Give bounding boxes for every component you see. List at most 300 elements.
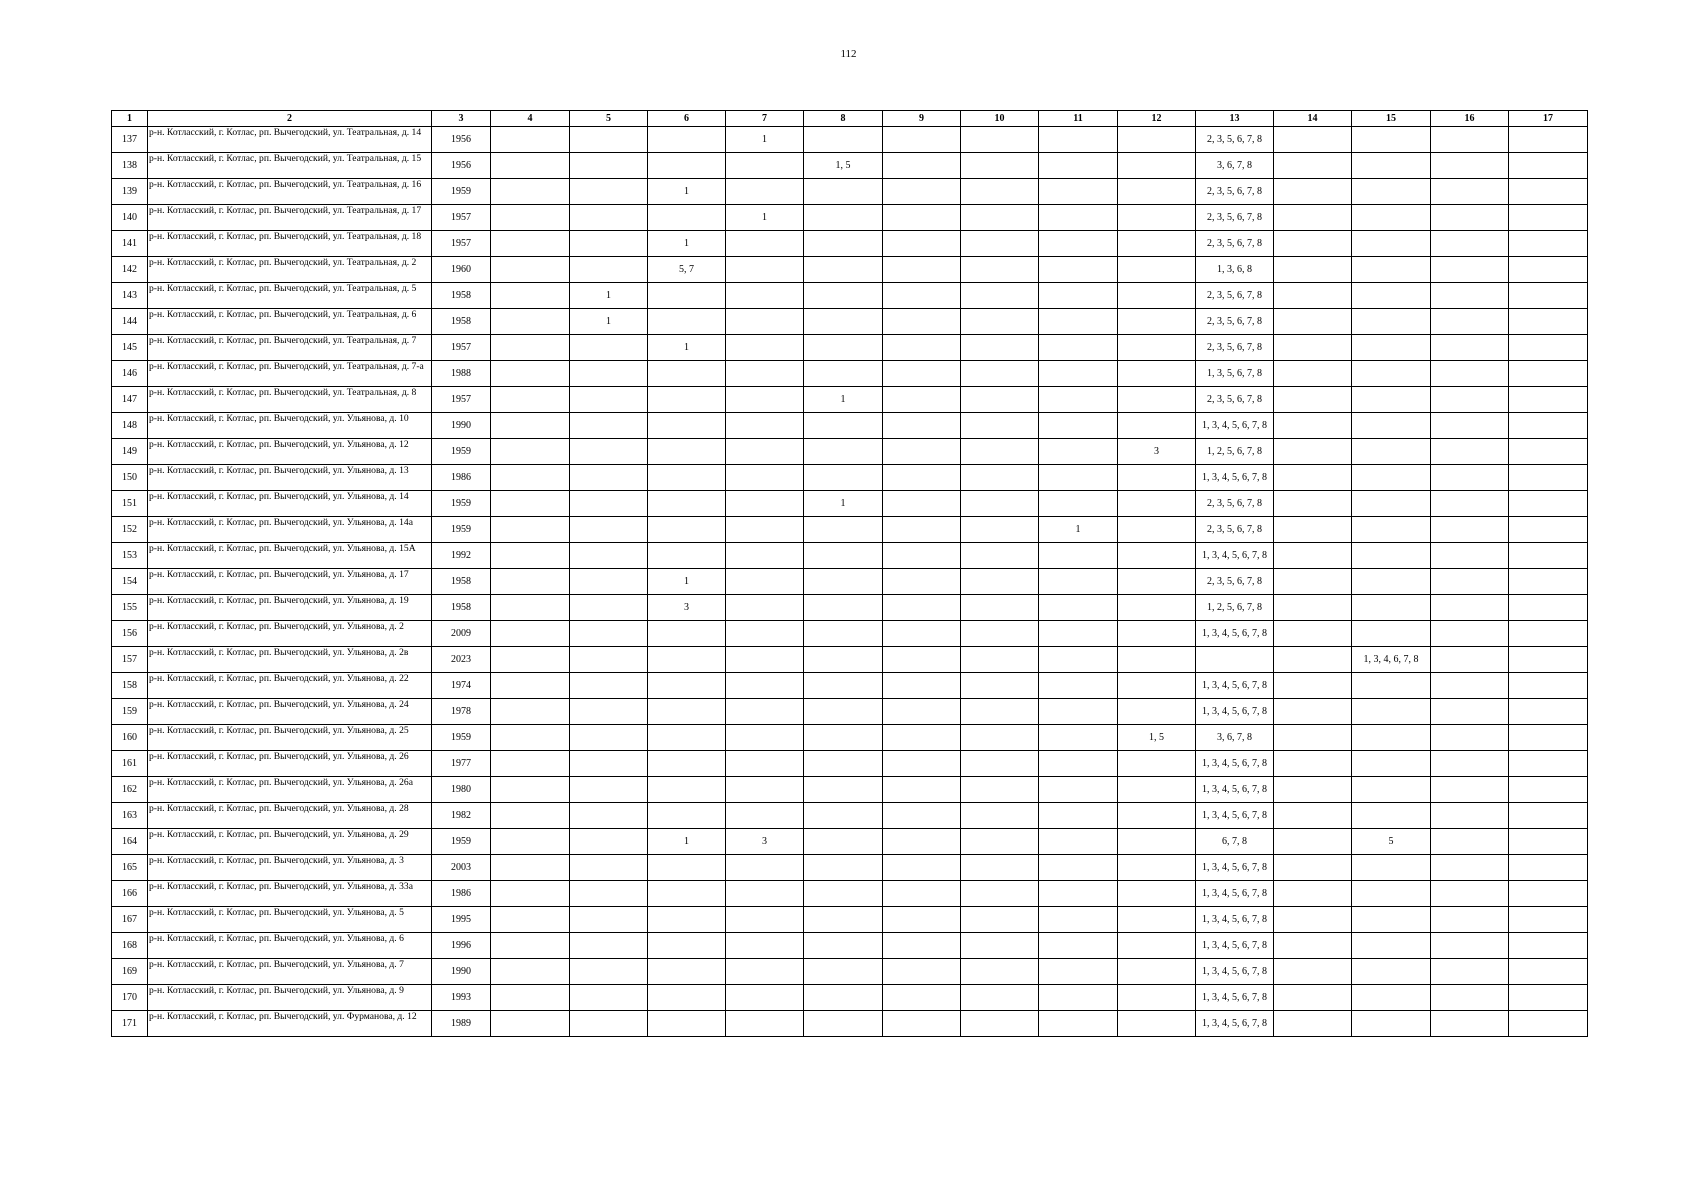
table-row — [112, 257, 1588, 283]
row-number-cell: 164 — [112, 829, 148, 855]
value-cell — [1352, 777, 1431, 803]
value-cell — [491, 1011, 570, 1037]
value-cell — [491, 491, 570, 517]
value-cell — [1431, 231, 1509, 257]
value-cell — [1431, 647, 1509, 673]
value-cell — [1039, 127, 1118, 153]
address-cell: р-н. Котласский, г. Котлас, рп. Вычегодский, ул. Ульянова, д. 7 — [148, 959, 432, 985]
value-cell — [1274, 413, 1352, 439]
value-cell: 2, 3, 5, 6, 7, 8 — [1196, 569, 1274, 595]
value-cell — [1509, 621, 1588, 647]
year-cell: 1995 — [432, 907, 491, 933]
column-header: 5 — [570, 111, 648, 127]
value-cell — [570, 881, 648, 907]
value-cell — [1352, 543, 1431, 569]
value-cell — [961, 387, 1039, 413]
value-cell — [1118, 595, 1196, 621]
value-cell — [570, 803, 648, 829]
value-cell: 1, 2, 5, 6, 7, 8 — [1196, 595, 1274, 621]
value-cell — [883, 153, 961, 179]
value-cell — [1352, 673, 1431, 699]
row-number-cell: 151 — [112, 491, 148, 517]
table-row — [112, 569, 1588, 595]
value-cell — [1431, 465, 1509, 491]
value-cell: 3 — [648, 595, 726, 621]
value-cell: 2, 3, 5, 6, 7, 8 — [1196, 309, 1274, 335]
value-cell — [1118, 179, 1196, 205]
value-cell — [570, 517, 648, 543]
value-cell — [883, 309, 961, 335]
table-row — [112, 907, 1588, 933]
value-cell — [1509, 959, 1588, 985]
value-cell — [804, 907, 883, 933]
year-cell: 1957 — [432, 387, 491, 413]
value-cell — [491, 283, 570, 309]
value-cell — [1274, 933, 1352, 959]
value-cell: 1, 3, 5, 6, 7, 8 — [1196, 361, 1274, 387]
value-cell — [883, 985, 961, 1011]
table-row — [112, 595, 1588, 621]
value-cell: 1, 3, 4, 5, 6, 7, 8 — [1196, 621, 1274, 647]
value-cell — [1509, 699, 1588, 725]
value-cell — [648, 491, 726, 517]
value-cell — [883, 699, 961, 725]
value-cell — [1509, 751, 1588, 777]
value-cell: 1 — [648, 231, 726, 257]
value-cell — [648, 153, 726, 179]
value-cell: 1, 3, 4, 5, 6, 7, 8 — [1196, 803, 1274, 829]
value-cell — [1039, 803, 1118, 829]
value-cell — [961, 335, 1039, 361]
table-row — [112, 829, 1588, 855]
value-cell — [1509, 855, 1588, 881]
value-cell: 1, 3, 4, 5, 6, 7, 8 — [1196, 751, 1274, 777]
value-cell — [1431, 335, 1509, 361]
table-header — [112, 111, 1588, 127]
value-cell — [1039, 647, 1118, 673]
value-cell — [648, 205, 726, 231]
value-cell — [491, 205, 570, 231]
value-cell — [648, 959, 726, 985]
value-cell — [726, 725, 804, 751]
row-number-cell: 169 — [112, 959, 148, 985]
address-cell: р-н. Котласский, г. Котлас, рп. Вычегодский, ул. Ульянова, д. 26а — [148, 777, 432, 803]
year-cell: 1959 — [432, 439, 491, 465]
row-number-cell: 144 — [112, 309, 148, 335]
value-cell — [1431, 803, 1509, 829]
value-cell — [1352, 283, 1431, 309]
value-cell — [1352, 933, 1431, 959]
value-cell — [1039, 985, 1118, 1011]
column-header: 9 — [883, 111, 961, 127]
value-cell — [726, 569, 804, 595]
row-number-cell: 137 — [112, 127, 148, 153]
value-cell — [1274, 127, 1352, 153]
value-cell: 1, 2, 5, 6, 7, 8 — [1196, 439, 1274, 465]
year-cell: 1992 — [432, 543, 491, 569]
table-row — [112, 309, 1588, 335]
value-cell — [1118, 283, 1196, 309]
row-number-cell: 139 — [112, 179, 148, 205]
value-cell — [1509, 387, 1588, 413]
row-number-cell: 161 — [112, 751, 148, 777]
value-cell — [726, 855, 804, 881]
table-row — [112, 153, 1588, 179]
value-cell — [570, 179, 648, 205]
value-cell — [1509, 309, 1588, 335]
value-cell — [1118, 413, 1196, 439]
value-cell — [491, 751, 570, 777]
row-number-cell: 149 — [112, 439, 148, 465]
value-cell — [491, 673, 570, 699]
value-cell — [648, 465, 726, 491]
value-cell — [961, 699, 1039, 725]
value-cell — [491, 543, 570, 569]
value-cell — [1352, 491, 1431, 517]
value-cell — [1039, 309, 1118, 335]
row-number-cell: 141 — [112, 231, 148, 257]
value-cell — [804, 205, 883, 231]
value-cell — [1352, 985, 1431, 1011]
value-cell: 2, 3, 5, 6, 7, 8 — [1196, 491, 1274, 517]
address-cell: р-н. Котласский, г. Котлас, рп. Вычегодский, ул. Театральная, д. 14 — [148, 127, 432, 153]
address-cell: р-н. Котласский, г. Котлас, рп. Вычегодский, ул. Ульянова, д. 10 — [148, 413, 432, 439]
value-cell — [1039, 413, 1118, 439]
value-cell — [1509, 179, 1588, 205]
column-header: 2 — [148, 111, 432, 127]
value-cell — [804, 829, 883, 855]
value-cell — [570, 933, 648, 959]
address-cell: р-н. Котласский, г. Котлас, рп. Вычегодский, ул. Ульянова, д. 6 — [148, 933, 432, 959]
table-row — [112, 231, 1588, 257]
value-cell — [1274, 699, 1352, 725]
value-cell — [726, 491, 804, 517]
value-cell — [1274, 309, 1352, 335]
value-cell — [961, 491, 1039, 517]
column-header: 15 — [1352, 111, 1431, 127]
address-cell: р-н. Котласский, г. Котлас, рп. Вычегодский, ул. Ульянова, д. 17 — [148, 569, 432, 595]
table-row — [112, 361, 1588, 387]
value-cell: 2, 3, 5, 6, 7, 8 — [1196, 127, 1274, 153]
value-cell — [804, 699, 883, 725]
value-cell: 1, 3, 4, 5, 6, 7, 8 — [1196, 777, 1274, 803]
value-cell — [1274, 153, 1352, 179]
value-cell — [1039, 829, 1118, 855]
value-cell — [570, 855, 648, 881]
column-header: 17 — [1509, 111, 1588, 127]
value-cell — [1431, 257, 1509, 283]
value-cell — [570, 985, 648, 1011]
year-cell: 1958 — [432, 309, 491, 335]
address-cell: р-н. Котласский, г. Котлас, рп. Вычегодский, ул. Ульянова, д. 15А — [148, 543, 432, 569]
value-cell — [1509, 257, 1588, 283]
value-cell — [961, 777, 1039, 803]
value-cell — [1352, 751, 1431, 777]
value-cell — [648, 855, 726, 881]
column-header: 16 — [1431, 111, 1509, 127]
value-cell — [491, 699, 570, 725]
value-cell — [1039, 673, 1118, 699]
column-header: 12 — [1118, 111, 1196, 127]
value-cell — [804, 283, 883, 309]
row-number-cell: 146 — [112, 361, 148, 387]
value-cell — [648, 751, 726, 777]
column-header: 8 — [804, 111, 883, 127]
value-cell — [726, 985, 804, 1011]
value-cell — [1118, 387, 1196, 413]
year-cell: 1996 — [432, 933, 491, 959]
year-cell: 1958 — [432, 569, 491, 595]
value-cell — [1118, 257, 1196, 283]
page-number: 112 — [840, 48, 857, 60]
year-cell: 1959 — [432, 829, 491, 855]
value-cell: 1, 3, 4, 5, 6, 7, 8 — [1196, 1011, 1274, 1037]
table-row — [112, 1011, 1588, 1037]
value-cell — [648, 413, 726, 439]
value-cell — [804, 517, 883, 543]
value-cell: 3, 6, 7, 8 — [1196, 725, 1274, 751]
value-cell: 1, 5 — [804, 153, 883, 179]
value-cell — [1509, 465, 1588, 491]
value-cell — [1274, 595, 1352, 621]
value-cell — [1039, 777, 1118, 803]
table-row — [112, 439, 1588, 465]
value-cell — [491, 959, 570, 985]
value-cell — [570, 907, 648, 933]
value-cell — [1274, 569, 1352, 595]
value-cell — [1509, 153, 1588, 179]
year-cell: 1982 — [432, 803, 491, 829]
value-cell — [1039, 439, 1118, 465]
value-cell — [726, 153, 804, 179]
value-cell — [883, 465, 961, 491]
value-cell — [726, 543, 804, 569]
value-cell: 1, 3, 4, 5, 6, 7, 8 — [1196, 959, 1274, 985]
value-cell — [961, 725, 1039, 751]
column-header: 7 — [726, 111, 804, 127]
value-cell — [726, 257, 804, 283]
value-cell — [1039, 569, 1118, 595]
value-cell — [883, 491, 961, 517]
value-cell — [1431, 699, 1509, 725]
header-row — [112, 111, 1588, 127]
year-cell: 1980 — [432, 777, 491, 803]
value-cell — [570, 673, 648, 699]
value-cell — [1274, 257, 1352, 283]
value-cell — [961, 1011, 1039, 1037]
value-cell — [804, 751, 883, 777]
value-cell — [491, 985, 570, 1011]
value-cell — [491, 413, 570, 439]
value-cell — [883, 621, 961, 647]
value-cell — [491, 361, 570, 387]
value-cell — [648, 699, 726, 725]
value-cell — [1509, 673, 1588, 699]
value-cell — [648, 673, 726, 699]
year-cell: 1959 — [432, 517, 491, 543]
value-cell — [1509, 517, 1588, 543]
value-cell — [1039, 361, 1118, 387]
address-cell: р-н. Котласский, г. Котлас, рп. Вычегодский, ул. Ульянова, д. 9 — [148, 985, 432, 1011]
value-cell: 1, 3, 4, 5, 6, 7, 8 — [1196, 933, 1274, 959]
value-cell: 1, 3, 4, 5, 6, 7, 8 — [1196, 543, 1274, 569]
value-cell: 1 — [648, 829, 726, 855]
value-cell — [1431, 985, 1509, 1011]
value-cell — [1274, 179, 1352, 205]
value-cell — [1431, 439, 1509, 465]
value-cell — [804, 361, 883, 387]
value-cell — [491, 387, 570, 413]
value-cell — [648, 985, 726, 1011]
value-cell — [1118, 127, 1196, 153]
value-cell — [804, 647, 883, 673]
value-cell — [1118, 465, 1196, 491]
address-cell: р-н. Котласский, г. Котлас, рп. Вычегодский, ул. Ульянова, д. 5 — [148, 907, 432, 933]
value-cell — [1509, 647, 1588, 673]
value-cell — [1431, 881, 1509, 907]
row-number-cell: 150 — [112, 465, 148, 491]
table-row — [112, 985, 1588, 1011]
address-cell: р-н. Котласский, г. Котлас, рп. Вычегодский, ул. Ульянова, д. 22 — [148, 673, 432, 699]
value-cell — [1431, 543, 1509, 569]
value-cell — [1509, 725, 1588, 751]
value-cell: 1, 3, 4, 6, 7, 8 — [1352, 647, 1431, 673]
value-cell — [570, 751, 648, 777]
value-cell — [726, 647, 804, 673]
value-cell: 1 — [648, 335, 726, 361]
value-cell — [491, 153, 570, 179]
value-cell — [491, 569, 570, 595]
value-cell — [726, 465, 804, 491]
year-cell: 1988 — [432, 361, 491, 387]
column-header: 4 — [491, 111, 570, 127]
value-cell — [1352, 569, 1431, 595]
value-cell — [1509, 335, 1588, 361]
column-header: 6 — [648, 111, 726, 127]
value-cell — [804, 257, 883, 283]
value-cell — [1431, 283, 1509, 309]
value-cell — [1431, 621, 1509, 647]
year-cell: 1974 — [432, 673, 491, 699]
table-row — [112, 647, 1588, 673]
value-cell — [1039, 959, 1118, 985]
value-cell — [726, 387, 804, 413]
value-cell — [961, 855, 1039, 881]
row-number-cell: 157 — [112, 647, 148, 673]
value-cell — [726, 283, 804, 309]
value-cell — [570, 387, 648, 413]
row-number-cell: 162 — [112, 777, 148, 803]
value-cell — [648, 439, 726, 465]
value-cell — [648, 647, 726, 673]
value-cell — [1509, 231, 1588, 257]
housing-registry-table — [111, 110, 1588, 1037]
value-cell — [961, 361, 1039, 387]
value-cell — [1431, 933, 1509, 959]
value-cell — [1274, 647, 1352, 673]
value-cell — [726, 699, 804, 725]
value-cell — [1509, 1011, 1588, 1037]
value-cell — [570, 621, 648, 647]
value-cell — [1274, 335, 1352, 361]
value-cell: 1, 3, 4, 5, 6, 7, 8 — [1196, 907, 1274, 933]
address-cell: р-н. Котласский, г. Котлас, рп. Вычегодский, ул. Театральная, д. 17 — [148, 205, 432, 231]
value-cell — [1431, 153, 1509, 179]
table-row — [112, 335, 1588, 361]
value-cell — [1509, 413, 1588, 439]
year-cell: 1958 — [432, 595, 491, 621]
row-number-cell: 145 — [112, 335, 148, 361]
value-cell: 2, 3, 5, 6, 7, 8 — [1196, 517, 1274, 543]
year-cell: 1959 — [432, 725, 491, 751]
value-cell — [1039, 335, 1118, 361]
value-cell — [570, 465, 648, 491]
value-cell — [1039, 855, 1118, 881]
value-cell — [804, 673, 883, 699]
table-row — [112, 777, 1588, 803]
value-cell — [804, 335, 883, 361]
value-cell — [570, 153, 648, 179]
value-cell — [1118, 777, 1196, 803]
value-cell — [1274, 387, 1352, 413]
value-cell — [648, 387, 726, 413]
table-row — [112, 673, 1588, 699]
value-cell — [1431, 179, 1509, 205]
value-cell — [804, 231, 883, 257]
value-cell — [1352, 907, 1431, 933]
value-cell — [648, 777, 726, 803]
value-cell — [1118, 751, 1196, 777]
address-cell: р-н. Котласский, г. Котлас, рп. Вычегодский, ул. Ульянова, д. 19 — [148, 595, 432, 621]
address-cell: р-н. Котласский, г. Котлас, рп. Вычегодский, ул. Ульянова, д. 12 — [148, 439, 432, 465]
address-cell: р-н. Котласский, г. Котлас, рп. Вычегодский, ул. Театральная, д. 7-а — [148, 361, 432, 387]
value-cell — [1509, 829, 1588, 855]
address-cell: р-н. Котласский, г. Котлас, рп. Вычегодский, ул. Ульянова, д. 13 — [148, 465, 432, 491]
value-cell — [1039, 153, 1118, 179]
value-cell — [1431, 517, 1509, 543]
value-cell — [491, 621, 570, 647]
address-cell: р-н. Котласский, г. Котлас, рп. Вычегодский, ул. Театральная, д. 16 — [148, 179, 432, 205]
value-cell — [491, 257, 570, 283]
value-cell — [1118, 309, 1196, 335]
value-cell — [1431, 413, 1509, 439]
value-cell — [1352, 959, 1431, 985]
value-cell — [883, 257, 961, 283]
value-cell — [804, 309, 883, 335]
value-cell — [1509, 127, 1588, 153]
year-cell: 1957 — [432, 335, 491, 361]
value-cell — [883, 751, 961, 777]
value-cell — [726, 959, 804, 985]
year-cell: 2009 — [432, 621, 491, 647]
value-cell — [1274, 543, 1352, 569]
value-cell — [1352, 231, 1431, 257]
value-cell — [1352, 413, 1431, 439]
row-number-cell: 156 — [112, 621, 148, 647]
value-cell — [570, 361, 648, 387]
value-cell — [883, 569, 961, 595]
value-cell — [883, 283, 961, 309]
value-cell — [883, 803, 961, 829]
value-cell — [1118, 1011, 1196, 1037]
value-cell — [883, 907, 961, 933]
value-cell — [1118, 569, 1196, 595]
value-cell — [1039, 751, 1118, 777]
value-cell — [804, 543, 883, 569]
value-cell — [1118, 933, 1196, 959]
value-cell — [1039, 725, 1118, 751]
address-cell: р-н. Котласский, г. Котлас, рп. Вычегодский, ул. Ульянова, д. 3 — [148, 855, 432, 881]
